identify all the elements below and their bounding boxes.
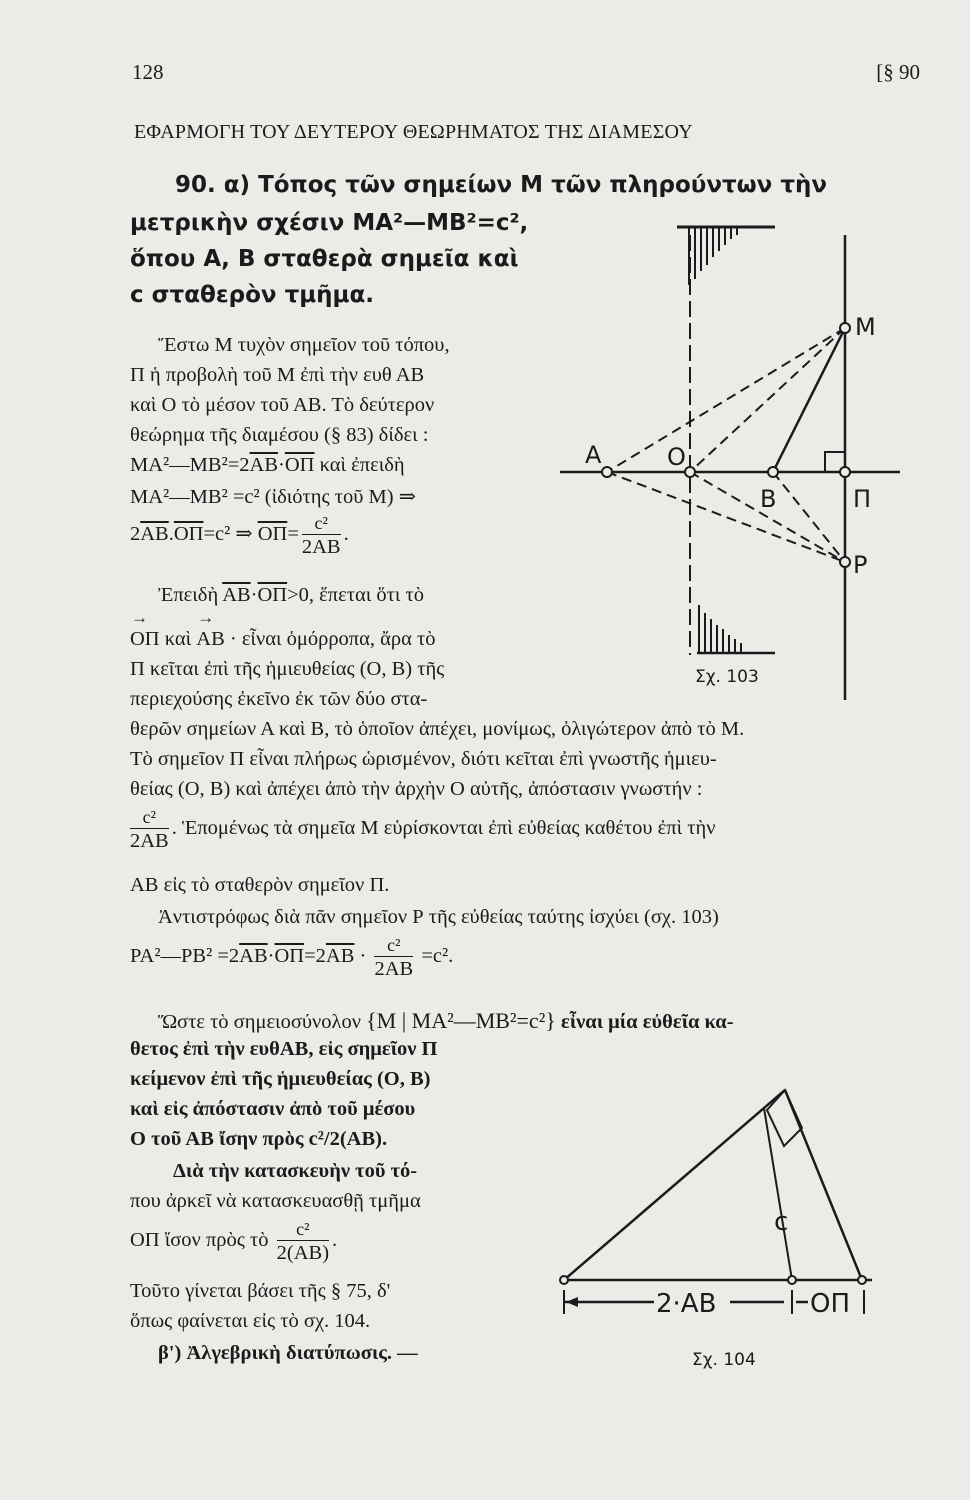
label-2ab: 2·AB: [656, 1289, 717, 1319]
text-line: → ΟΠ καὶ → ΑΒ · εἶναι ὁμόρροπα, ἄρα τὸ: [130, 628, 435, 651]
caption-fig-103: Σχ. 103: [695, 667, 759, 687]
point-foot: [788, 1276, 796, 1284]
figure-104: [552, 1080, 882, 1375]
text-line: $\frac{\text{c²}}{2AB}$ . Ἑπομένως τὰ σημεῖα Μ εὑρίσκονται ἐπὶ εὐθείας καθέτου ἐπὶ τὴν: [130, 807, 716, 852]
heading-line-3: ὅπου Α, Β σταθερὰ σημεῖα καὶ: [130, 246, 519, 272]
heading-line-4: c σταθερὸν τμῆμα.: [130, 282, 375, 308]
text-line: Π κεῖται ἐπὶ τῆς ἡμιευθείας (Ο, Β) τῆς: [130, 658, 445, 680]
text-line: κείμενον ἐπὶ τῆς ἡμιευθείας (Ο, Β): [130, 1068, 431, 1090]
text-line: Ο τοῦ ΑΒ ἴσην πρὸς c²/2(ΑΒ).: [130, 1128, 388, 1150]
hatch-bottom: [697, 605, 775, 653]
text-line: θετος ἐπὶ τὴν ευθΑΒ, εἰς σημεῖον Π: [130, 1038, 438, 1060]
point-m: [840, 323, 850, 333]
chapter-title: ΕΦΑΡΜΟΓΗ ΤΟΥ ΔΕΥΤΕΡΟΥ ΘΕΩΡΗΜΑΤΟΣ ΤΗΣ ΔΙΑΜΕΣΟΥ: [134, 121, 693, 143]
right-angle-box: [767, 1090, 802, 1146]
label-p: P: [853, 551, 868, 579]
fraction: $\frac{\text{c²}}{2AB}$: [301, 513, 341, 558]
figure-103: [555, 215, 915, 705]
fraction: $\frac{\text{c²}}{2AB}$: [130, 807, 169, 852]
page-number: 128: [132, 60, 164, 84]
hatch-top: [677, 227, 775, 285]
formula-line: ΡΑ²—ΡΒ² $=2\overline{AB}\cdot\overline{O\Pi}=2\overline{AB}$ · $\frac{\text{c²}}{2AB}$ =c².: [130, 935, 454, 980]
label-a: A: [585, 441, 602, 469]
section-marker: [§ 90: [876, 60, 920, 84]
text-line: Τὸ σημεῖον Π εἶναι πλήρως ὡρισμένον, διότι κεῖται ἐπὶ γνωστῆς ἡμιευ-: [130, 748, 717, 770]
label-m: M: [855, 313, 876, 341]
heading-line-1: 90. α) Τόπος τῶν σημείων Μ τῶν πληρούντων τὴν: [175, 172, 828, 198]
point-start: [560, 1276, 568, 1284]
text-line: καὶ Ο τὸ μέσον τοῦ ΑΒ. Τὸ δεύτερον: [130, 394, 435, 416]
side-c: [785, 1090, 862, 1280]
label-op: OΠ: [810, 1289, 851, 1319]
label-b: B: [760, 485, 777, 513]
text-line: περιεχούσης ἐκεῖνο ἐκ τῶν δύο στα-: [130, 688, 428, 710]
label-pi: Π: [853, 485, 872, 513]
formula-line: $2\overline{AB}.\overline{O\Pi}=c^2$ ⇒ $\overline{O\Pi}=$ $\frac{\text{c²}}{2AB}$ .: [130, 513, 349, 558]
text-line: Ἐπειδὴ $\overline{AB}\cdot\overline{O\Pi}>0$, ἕπεται ὅτι τὸ: [158, 584, 424, 606]
label-c: c: [774, 1207, 789, 1237]
text-line: Ἔστω Μ τυχὸν σημεῖον τοῦ τόπου,: [158, 334, 450, 356]
formula-line: $MA^2—MB^2=2\overline{AB}\cdot\overline{O\Pi}$ καὶ ἐπειδὴ: [130, 454, 405, 476]
heading-line-2: μετρικὴν σχέσιν ΜΑ²—ΜΒ²=c²,: [130, 210, 529, 236]
text-line: ὅπως φαίνεται εἰς τὸ σχ. 104.: [130, 1310, 371, 1332]
text-line: καὶ εἰς ἀπόστασιν ἀπὸ τοῦ μέσου: [130, 1098, 416, 1120]
point-a: [602, 467, 612, 477]
text-line: Ὥστε τὸ σημειοσύνολον {Μ | ΜΑ²—ΜΒ²=c²} εἶναι μία εὐθεῖα κα-: [158, 1008, 734, 1033]
text-line: Ἀντιστρόφως διὰ πᾶν σημεῖον Ρ τῆς εὐθείας ταύτης ἰσχύει (σχ. 103): [158, 906, 719, 928]
text-line: θείας (Ο, Β) καὶ ἀπέχει ἀπὸ τὴν ἀρχὴν Ο αὐτῆς, ἀπόστασιν γνωστήν :: [130, 778, 703, 800]
fraction: $\frac{\text{c²}}{2(AB)}$: [276, 1219, 330, 1264]
label-o: O: [667, 443, 686, 471]
point-o: [685, 467, 695, 477]
text-line: Διὰ τὴν κατασκευὴν τοῦ τό-: [173, 1160, 418, 1182]
text-line: θεώρημα τῆς διαμέσου (§ 83) δίδει :: [130, 424, 429, 446]
formula-line: ΜΑ²—ΜΒ² =c² (ἰδιότης τοῦ Μ) ⇒: [130, 486, 416, 508]
text-line: Π ἡ προβολὴ τοῦ Μ ἐπὶ τὴν ευθ ΑΒ: [130, 364, 425, 386]
point-pi: [840, 467, 850, 477]
caption-fig-104: Σχ. 104: [692, 1350, 756, 1370]
text-line: ΟΠ ἴσον πρὸς τὸ $\frac{\text{c²}}{2(AB)}$ .: [130, 1219, 338, 1264]
hypotenuse: [564, 1090, 785, 1280]
fraction: $\frac{\text{c²}}{2AB}$: [374, 935, 414, 980]
text-line: β') Ἀλγεβρικὴ διατύπωσις. —: [158, 1342, 418, 1364]
text-line: που ἀρκεῖ νὰ κατασκευασθῇ τμῆμα: [130, 1190, 421, 1212]
text-line: θερῶν σημείων Α καὶ Β, τὸ ὁποῖον ἀπέχει, μονίμως, ὀλιγώτερον ἀπὸ τὸ Μ.: [130, 718, 745, 740]
text-line: Τοῦτο γίνεται βάσει τῆς § 75, δ': [130, 1280, 391, 1302]
text-line: ΑΒ εἰς τὸ σταθερὸν σημεῖον Π.: [130, 874, 390, 896]
point-end: [858, 1276, 866, 1284]
point-b: [768, 467, 778, 477]
segment-mo: [690, 328, 845, 472]
arrow-left-icon: [566, 1297, 578, 1307]
point-p: [840, 557, 850, 567]
